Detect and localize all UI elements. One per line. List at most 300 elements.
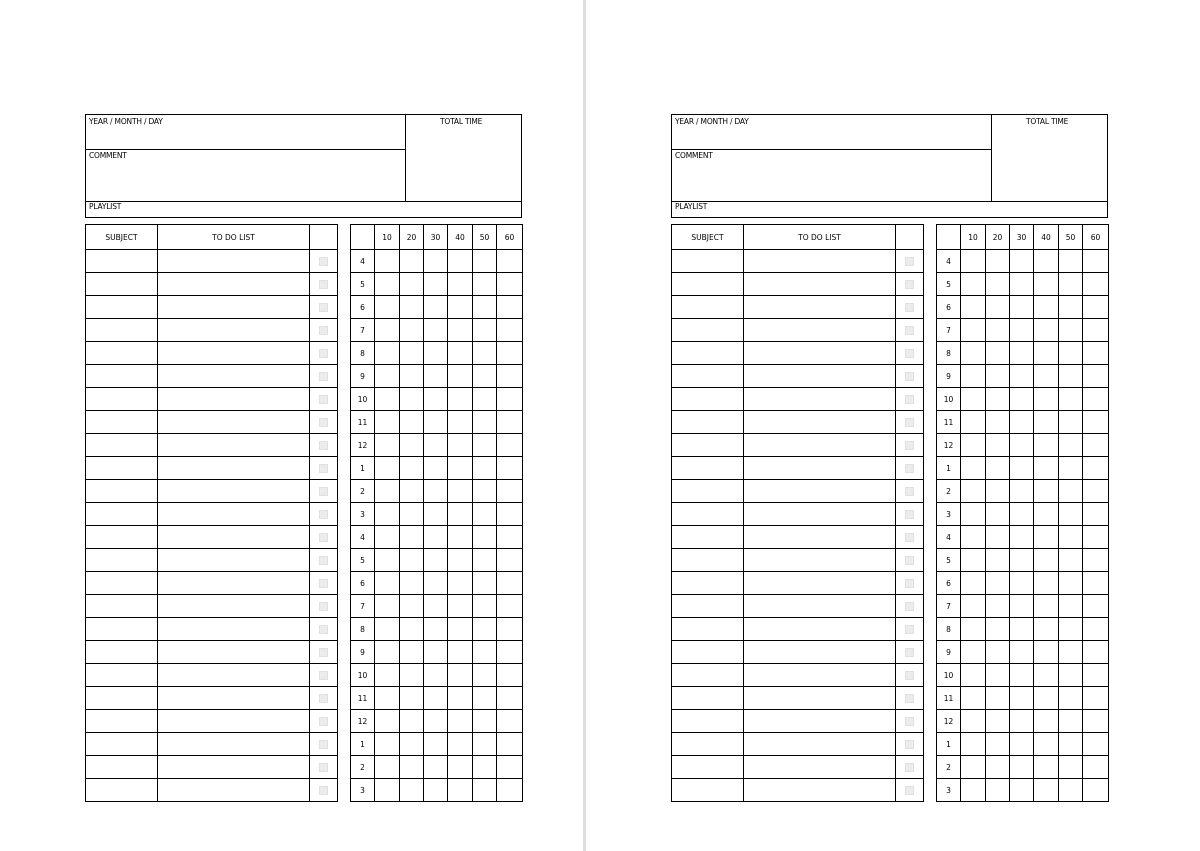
time-slot-cell[interactable] [1034,756,1059,779]
time-slot-cell[interactable] [1010,756,1034,779]
time-slot-cell[interactable] [1034,388,1059,411]
time-slot-cell[interactable] [986,687,1010,710]
subject-cell[interactable] [86,250,158,273]
task-checkbox[interactable] [905,556,914,565]
subject-cell[interactable] [86,434,158,457]
time-slot-cell[interactable] [424,756,448,779]
time-slot-cell[interactable] [1010,342,1034,365]
time-slot-cell[interactable] [1083,273,1109,296]
time-slot-cell[interactable] [1083,342,1109,365]
time-slot-cell[interactable] [448,618,473,641]
time-slot-cell[interactable] [1059,526,1083,549]
time-slot-cell[interactable] [424,319,448,342]
subject-cell[interactable] [86,687,158,710]
time-slot-cell[interactable] [424,779,448,802]
time-slot-cell[interactable] [497,342,523,365]
time-slot-cell[interactable] [400,641,424,664]
time-slot-cell[interactable] [1083,710,1109,733]
subject-cell[interactable] [672,641,744,664]
time-slot-cell[interactable] [1010,779,1034,802]
task-checkbox[interactable] [319,395,328,404]
task-checkbox[interactable] [905,786,914,795]
time-slot-cell[interactable] [424,710,448,733]
time-slot-cell[interactable] [375,457,400,480]
time-slot-cell[interactable] [961,388,986,411]
todo-cell[interactable] [158,388,310,411]
time-slot-cell[interactable] [497,687,523,710]
task-checkbox[interactable] [905,763,914,772]
task-checkbox[interactable] [905,303,914,312]
todo-cell[interactable] [744,733,896,756]
todo-cell[interactable] [158,572,310,595]
time-slot-cell[interactable] [1083,779,1109,802]
time-slot-cell[interactable] [424,526,448,549]
todo-cell[interactable] [158,365,310,388]
subject-cell[interactable] [86,779,158,802]
time-slot-cell[interactable] [1083,503,1109,526]
time-slot-cell[interactable] [448,733,473,756]
subject-cell[interactable] [86,365,158,388]
time-slot-cell[interactable] [473,250,497,273]
todo-cell[interactable] [158,434,310,457]
task-checkbox[interactable] [319,487,328,496]
time-slot-cell[interactable] [1083,687,1109,710]
subject-cell[interactable] [672,273,744,296]
time-slot-cell[interactable] [1083,641,1109,664]
subject-cell[interactable] [86,342,158,365]
task-checkbox[interactable] [905,533,914,542]
task-checkbox[interactable] [905,372,914,381]
time-slot-cell[interactable] [1034,572,1059,595]
task-checkbox[interactable] [319,349,328,358]
time-slot-cell[interactable] [961,480,986,503]
time-slot-cell[interactable] [497,664,523,687]
time-slot-cell[interactable] [1059,756,1083,779]
subject-cell[interactable] [672,687,744,710]
time-slot-cell[interactable] [961,687,986,710]
time-slot-cell[interactable] [400,388,424,411]
time-slot-cell[interactable] [1059,733,1083,756]
todo-cell[interactable] [158,273,310,296]
time-slot-cell[interactable] [424,457,448,480]
time-slot-cell[interactable] [375,549,400,572]
time-slot-cell[interactable] [424,641,448,664]
todo-cell[interactable] [744,296,896,319]
time-slot-cell[interactable] [1059,457,1083,480]
time-slot-cell[interactable] [424,296,448,319]
time-slot-cell[interactable] [424,250,448,273]
task-checkbox[interactable] [319,556,328,565]
time-slot-cell[interactable] [424,342,448,365]
time-slot-cell[interactable] [1034,273,1059,296]
task-checkbox[interactable] [905,579,914,588]
task-checkbox[interactable] [319,464,328,473]
time-slot-cell[interactable] [424,664,448,687]
time-slot-cell[interactable] [424,273,448,296]
time-slot-cell[interactable] [473,641,497,664]
task-checkbox[interactable] [905,694,914,703]
time-slot-cell[interactable] [986,572,1010,595]
task-checkbox[interactable] [319,257,328,266]
time-slot-cell[interactable] [424,572,448,595]
time-slot-cell[interactable] [1010,549,1034,572]
todo-cell[interactable] [744,549,896,572]
time-slot-cell[interactable] [1083,388,1109,411]
todo-cell[interactable] [158,687,310,710]
time-slot-cell[interactable] [473,687,497,710]
todo-cell[interactable] [158,526,310,549]
time-slot-cell[interactable] [986,273,1010,296]
time-slot-cell[interactable] [1010,710,1034,733]
todo-cell[interactable] [744,411,896,434]
subject-cell[interactable] [86,273,158,296]
time-slot-cell[interactable] [448,457,473,480]
time-slot-cell[interactable] [375,664,400,687]
subject-cell[interactable] [86,526,158,549]
time-slot-cell[interactable] [1010,687,1034,710]
todo-cell[interactable] [744,250,896,273]
time-slot-cell[interactable] [424,365,448,388]
todo-cell[interactable] [158,664,310,687]
task-checkbox[interactable] [905,349,914,358]
task-checkbox[interactable] [319,602,328,611]
time-slot-cell[interactable] [961,457,986,480]
time-slot-cell[interactable] [1010,572,1034,595]
time-slot-cell[interactable] [961,664,986,687]
time-slot-cell[interactable] [1034,641,1059,664]
time-slot-cell[interactable] [961,250,986,273]
time-slot-cell[interactable] [1034,250,1059,273]
time-slot-cell[interactable] [375,342,400,365]
time-slot-cell[interactable] [1059,779,1083,802]
time-slot-cell[interactable] [400,733,424,756]
time-slot-cell[interactable] [400,687,424,710]
time-slot-cell[interactable] [473,595,497,618]
time-slot-cell[interactable] [986,641,1010,664]
task-checkbox[interactable] [905,418,914,427]
time-slot-cell[interactable] [473,756,497,779]
time-slot-cell[interactable] [497,250,523,273]
time-slot-cell[interactable] [986,664,1010,687]
time-slot-cell[interactable] [1059,572,1083,595]
todo-cell[interactable] [744,503,896,526]
time-slot-cell[interactable] [1059,618,1083,641]
time-slot-cell[interactable] [961,342,986,365]
todo-cell[interactable] [744,434,896,457]
time-slot-cell[interactable] [448,779,473,802]
time-slot-cell[interactable] [448,756,473,779]
subject-cell[interactable] [86,733,158,756]
time-slot-cell[interactable] [497,595,523,618]
time-slot-cell[interactable] [497,618,523,641]
time-slot-cell[interactable] [1034,733,1059,756]
todo-cell[interactable] [744,388,896,411]
time-slot-cell[interactable] [986,503,1010,526]
subject-cell[interactable] [672,388,744,411]
subject-cell[interactable] [672,480,744,503]
task-checkbox[interactable] [905,395,914,404]
time-slot-cell[interactable] [1083,411,1109,434]
time-slot-cell[interactable] [961,273,986,296]
task-checkbox[interactable] [319,280,328,289]
time-slot-cell[interactable] [1034,779,1059,802]
time-slot-cell[interactable] [473,618,497,641]
time-slot-cell[interactable] [473,503,497,526]
time-slot-cell[interactable] [448,503,473,526]
time-slot-cell[interactable] [1059,710,1083,733]
time-slot-cell[interactable] [375,319,400,342]
time-slot-cell[interactable] [375,503,400,526]
time-slot-cell[interactable] [375,411,400,434]
task-checkbox[interactable] [905,648,914,657]
time-slot-cell[interactable] [400,549,424,572]
time-slot-cell[interactable] [1034,434,1059,457]
time-slot-cell[interactable] [400,457,424,480]
time-slot-cell[interactable] [1034,296,1059,319]
subject-cell[interactable] [672,503,744,526]
time-slot-cell[interactable] [986,526,1010,549]
time-slot-cell[interactable] [961,365,986,388]
todo-cell[interactable] [744,365,896,388]
time-slot-cell[interactable] [375,687,400,710]
time-slot-cell[interactable] [448,250,473,273]
subject-cell[interactable] [86,710,158,733]
subject-cell[interactable] [672,296,744,319]
time-slot-cell[interactable] [1083,319,1109,342]
time-slot-cell[interactable] [986,756,1010,779]
time-slot-cell[interactable] [986,365,1010,388]
subject-cell[interactable] [672,411,744,434]
subject-cell[interactable] [672,457,744,480]
time-slot-cell[interactable] [400,779,424,802]
todo-cell[interactable] [158,618,310,641]
todo-cell[interactable] [158,733,310,756]
time-slot-cell[interactable] [986,296,1010,319]
subject-cell[interactable] [86,549,158,572]
time-slot-cell[interactable] [497,526,523,549]
task-checkbox[interactable] [319,648,328,657]
todo-cell[interactable] [158,595,310,618]
time-slot-cell[interactable] [1034,595,1059,618]
todo-cell[interactable] [158,250,310,273]
time-slot-cell[interactable] [1010,365,1034,388]
todo-cell[interactable] [744,572,896,595]
task-checkbox[interactable] [905,671,914,680]
todo-cell[interactable] [158,411,310,434]
todo-cell[interactable] [744,687,896,710]
time-slot-cell[interactable] [1059,388,1083,411]
time-slot-cell[interactable] [473,779,497,802]
time-slot-cell[interactable] [497,457,523,480]
time-slot-cell[interactable] [1059,549,1083,572]
time-slot-cell[interactable] [424,480,448,503]
time-slot-cell[interactable] [1083,664,1109,687]
time-slot-cell[interactable] [961,526,986,549]
time-slot-cell[interactable] [1059,687,1083,710]
time-slot-cell[interactable] [448,388,473,411]
todo-cell[interactable] [744,319,896,342]
time-slot-cell[interactable] [424,618,448,641]
time-slot-cell[interactable] [961,572,986,595]
time-slot-cell[interactable] [961,296,986,319]
time-slot-cell[interactable] [986,319,1010,342]
time-slot-cell[interactable] [1034,342,1059,365]
time-slot-cell[interactable] [1083,756,1109,779]
task-checkbox[interactable] [319,326,328,335]
todo-cell[interactable] [744,779,896,802]
time-slot-cell[interactable] [961,503,986,526]
subject-cell[interactable] [672,779,744,802]
time-slot-cell[interactable] [473,365,497,388]
time-slot-cell[interactable] [400,595,424,618]
time-slot-cell[interactable] [1010,733,1034,756]
time-slot-cell[interactable] [961,434,986,457]
time-slot-cell[interactable] [400,273,424,296]
subject-cell[interactable] [86,388,158,411]
time-slot-cell[interactable] [1083,733,1109,756]
todo-cell[interactable] [158,296,310,319]
time-slot-cell[interactable] [497,756,523,779]
time-slot-cell[interactable] [961,710,986,733]
todo-cell[interactable] [158,710,310,733]
time-slot-cell[interactable] [424,733,448,756]
task-checkbox[interactable] [905,510,914,519]
subject-cell[interactable] [672,549,744,572]
time-slot-cell[interactable] [986,434,1010,457]
time-slot-cell[interactable] [448,480,473,503]
time-slot-cell[interactable] [1034,687,1059,710]
time-slot-cell[interactable] [497,733,523,756]
subject-cell[interactable] [86,457,158,480]
time-slot-cell[interactable] [986,733,1010,756]
task-checkbox[interactable] [905,625,914,634]
time-slot-cell[interactable] [497,572,523,595]
subject-cell[interactable] [672,618,744,641]
time-slot-cell[interactable] [961,411,986,434]
todo-cell[interactable] [744,641,896,664]
todo-cell[interactable] [744,342,896,365]
time-slot-cell[interactable] [375,296,400,319]
todo-cell[interactable] [158,457,310,480]
time-slot-cell[interactable] [424,503,448,526]
time-slot-cell[interactable] [986,342,1010,365]
time-slot-cell[interactable] [473,273,497,296]
time-slot-cell[interactable] [961,595,986,618]
task-checkbox[interactable] [905,487,914,496]
task-checkbox[interactable] [319,786,328,795]
time-slot-cell[interactable] [400,503,424,526]
time-slot-cell[interactable] [473,572,497,595]
time-slot-cell[interactable] [1010,526,1034,549]
time-slot-cell[interactable] [986,388,1010,411]
task-checkbox[interactable] [319,372,328,381]
time-slot-cell[interactable] [961,641,986,664]
time-slot-cell[interactable] [400,664,424,687]
todo-cell[interactable] [158,480,310,503]
todo-cell[interactable] [158,319,310,342]
time-slot-cell[interactable] [1034,480,1059,503]
subject-cell[interactable] [672,756,744,779]
time-slot-cell[interactable] [1034,526,1059,549]
time-slot-cell[interactable] [1010,388,1034,411]
time-slot-cell[interactable] [986,549,1010,572]
time-slot-cell[interactable] [1083,457,1109,480]
time-slot-cell[interactable] [1010,411,1034,434]
time-slot-cell[interactable] [473,457,497,480]
subject-cell[interactable] [86,480,158,503]
time-slot-cell[interactable] [986,595,1010,618]
subject-cell[interactable] [672,434,744,457]
time-slot-cell[interactable] [424,411,448,434]
time-slot-cell[interactable] [1083,296,1109,319]
todo-cell[interactable] [158,779,310,802]
todo-cell[interactable] [158,342,310,365]
time-slot-cell[interactable] [1059,365,1083,388]
time-slot-cell[interactable] [400,342,424,365]
todo-cell[interactable] [744,664,896,687]
time-slot-cell[interactable] [400,480,424,503]
time-slot-cell[interactable] [1034,503,1059,526]
todo-cell[interactable] [744,480,896,503]
time-slot-cell[interactable] [473,411,497,434]
time-slot-cell[interactable] [400,434,424,457]
time-slot-cell[interactable] [375,710,400,733]
time-slot-cell[interactable] [473,549,497,572]
time-slot-cell[interactable] [961,756,986,779]
time-slot-cell[interactable] [1059,319,1083,342]
task-checkbox[interactable] [905,464,914,473]
time-slot-cell[interactable] [448,526,473,549]
time-slot-cell[interactable] [375,434,400,457]
time-slot-cell[interactable] [400,296,424,319]
time-slot-cell[interactable] [375,756,400,779]
subject-cell[interactable] [86,756,158,779]
todo-cell[interactable] [744,595,896,618]
time-slot-cell[interactable] [448,296,473,319]
time-slot-cell[interactable] [986,779,1010,802]
task-checkbox[interactable] [905,441,914,450]
time-slot-cell[interactable] [1010,434,1034,457]
time-slot-cell[interactable] [473,296,497,319]
time-slot-cell[interactable] [1034,710,1059,733]
time-slot-cell[interactable] [375,273,400,296]
time-slot-cell[interactable] [1059,434,1083,457]
subject-cell[interactable] [672,572,744,595]
task-checkbox[interactable] [319,303,328,312]
task-checkbox[interactable] [319,763,328,772]
time-slot-cell[interactable] [375,779,400,802]
time-slot-cell[interactable] [497,434,523,457]
todo-cell[interactable] [158,503,310,526]
time-slot-cell[interactable] [375,480,400,503]
time-slot-cell[interactable] [986,250,1010,273]
time-slot-cell[interactable] [961,549,986,572]
subject-cell[interactable] [672,526,744,549]
time-slot-cell[interactable] [1034,664,1059,687]
todo-cell[interactable] [744,756,896,779]
time-slot-cell[interactable] [1010,595,1034,618]
time-slot-cell[interactable] [448,342,473,365]
task-checkbox[interactable] [319,717,328,726]
time-slot-cell[interactable] [400,365,424,388]
task-checkbox[interactable] [319,579,328,588]
time-slot-cell[interactable] [424,388,448,411]
time-slot-cell[interactable] [497,365,523,388]
time-slot-cell[interactable] [961,319,986,342]
time-slot-cell[interactable] [400,526,424,549]
task-checkbox[interactable] [905,257,914,266]
time-slot-cell[interactable] [375,250,400,273]
